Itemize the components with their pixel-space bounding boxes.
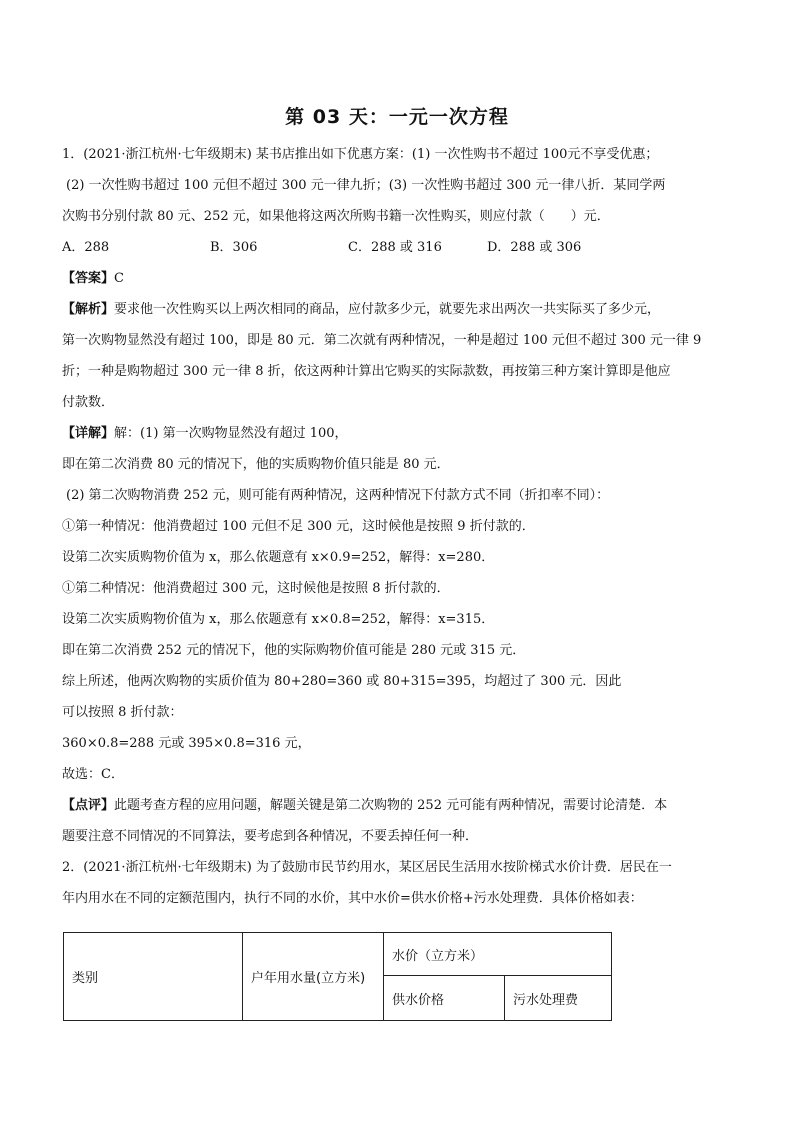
analysis-tag: 【解析】 xyxy=(62,302,115,317)
q1-detail-line-5: 设第二次实质购物价值为 x，那么依题意有 x×0.9=252，解得：x=280． xyxy=(62,550,495,565)
q1-detail-line-2: 即在第二次消费 80 元的情况下，他的实质购物价值只能是 80 元． xyxy=(62,457,450,472)
header-category: 类别 xyxy=(64,933,243,1021)
header-sewage-fee: 污水处理费 xyxy=(505,976,612,1021)
page-title: 第 03 天：一元一次方程 xyxy=(285,106,509,128)
q1-analysis-line-3: 折；一种是购物超过 300 元一律 8 折，依这两种计算出它购买的实际款数，再按第三种方案计算即是他应 xyxy=(62,364,671,379)
comment-tag: 【点评】 xyxy=(62,798,115,813)
q1-detail-line-8: 即在第二次消费 252 元的情况下，他的实际购物价值可能是 280 元或 315 元． xyxy=(62,643,526,658)
q1-detail-line-10: 可以按照 8 折付款： xyxy=(62,705,183,720)
table-row xyxy=(64,933,612,976)
q1-line-1: 1．(2021·浙江杭州·七年级期末) 某书店推出如下优惠方案：(1) 一次性购书不超过 100元不享受优惠； xyxy=(62,147,659,162)
q2-line-1: 2．(2021·浙江杭州·七年级期末) 为了鼓励市民节约用水，某区居民生活用水按阶梯式水价计费．居民在一 xyxy=(62,860,672,875)
q1-line-3: 次购书分别付款 80 元、252 元，如果他将这两次所购书籍一次性购买，则应付款（ ）元． xyxy=(62,209,610,224)
q1-detail-line-11: 360×0.8=288 元或 395×0.8=316 元， xyxy=(62,736,311,751)
detail-text: 解：(1) 第一次购物显然没有超过 100， xyxy=(114,426,348,441)
q1-analysis-line-2: 第一次购物显然没有超过 100，即是 80 元．第二次就有两种情况，一种是超过 100 元但不超过 300 元一律 9 xyxy=(62,333,702,348)
comment-text: 此题考查方程的应用问题，解题关键是第二次购物的 252 元可能有两种情况，需要讨论清楚．本 xyxy=(114,798,668,813)
q1-line-2: (2) 一次性购书超过 100 元但不超过 300 元一律九折；(3) 一次性购书超过 300 元一律八折．某同学两 xyxy=(66,178,666,193)
analysis-text: 要求他一次性购买以上两次相同的商品，应付款多少元，就要先求出两次一共实际买了多少元， xyxy=(114,302,661,317)
water-price-table xyxy=(63,932,612,1021)
q1-detail-line-3: (2) 第二次购物消费 252 元，则可能有两种情况，这两种情况下付款方式不同（折扣率不同）： xyxy=(66,488,610,503)
q1-detail-line-4: ①第一种情况：他消费超过 100 元但不足 300 元，这时候他是按照 9 折付款的． xyxy=(62,519,535,534)
answer-tag: 【答案】 xyxy=(62,271,115,286)
q1-option-d: D．288 或 306 xyxy=(487,240,582,255)
header-supply-price: 供水价格 xyxy=(384,976,505,1021)
q2-line-2: 年内用水在不同的定额范围内，执行不同的水价，其中水价=供水价格+污水处理费．具体价格如表： xyxy=(62,891,643,906)
q1-option-b: B．306 xyxy=(210,240,258,255)
answer-value: C xyxy=(114,271,124,286)
q1-comment-line-1 xyxy=(62,797,667,815)
q1-detail-line-12: 故选：C． xyxy=(62,767,124,782)
q1-detail-line-6: ①第二种情况：他消费超过 300 元，这时候他是按照 8 折付款的． xyxy=(62,581,450,596)
q1-detail-line-9: 综上所述，他两次购物的实质价值为 80+280=360 或 80+315=395，均超过了 300 元．因此 xyxy=(62,674,622,689)
q1-comment-line-2: 题要注意不同情况的不同算法，要考虑到各种情况，不要丢掉任何一种． xyxy=(62,829,479,844)
detail-tag: 【详解】 xyxy=(62,426,115,441)
header-usage: 户年用水量(立方米) xyxy=(243,933,384,1021)
header-price: 水价（立方米） xyxy=(384,933,612,976)
q1-option-c: C．288 或 316 xyxy=(348,240,442,255)
q1-option-a: A．288 xyxy=(62,240,110,255)
q1-answer xyxy=(62,270,124,288)
q1-analysis-line-4: 付款数． xyxy=(62,395,115,410)
q1-detail-line-7: 设第二次实质购物价值为 x，那么依题意有 x×0.8=252，解得：x=315． xyxy=(62,612,495,627)
q1-detail-line-1 xyxy=(62,425,348,443)
q1-analysis-line-1 xyxy=(62,301,660,319)
